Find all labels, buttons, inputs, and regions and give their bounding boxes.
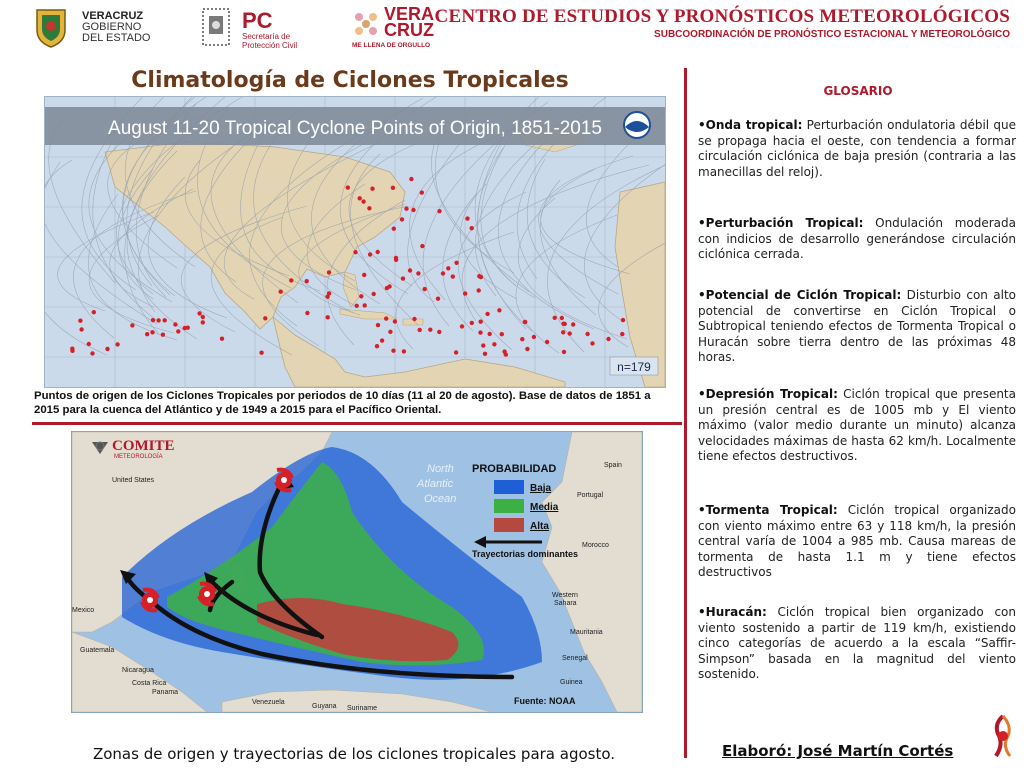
origin-point <box>428 328 432 332</box>
origin-point <box>92 310 96 314</box>
label-guatemala: Guatemala <box>80 647 115 654</box>
origin-point <box>483 352 487 356</box>
cyclone-origin-map <box>44 96 666 388</box>
section-title: Climatología de Ciclones Tropicales <box>131 68 569 93</box>
origin-point <box>355 304 359 308</box>
points-count: n=179 <box>617 360 651 374</box>
map-title: August 11-20 Tropical Cyclone Points of Origin, 1851-2015 <box>108 118 602 139</box>
glossary-item-perturbacion-tropical <box>698 216 1016 263</box>
glossary-term: •Potencial de Ciclón Tropical: <box>698 288 902 302</box>
legend-label-baja: Baja <box>530 483 552 494</box>
origin-point <box>145 332 149 336</box>
label-guinea: Guinea <box>560 679 583 686</box>
origin-point <box>409 177 413 181</box>
label-venezuela: Venezuela <box>252 699 285 706</box>
glossary-definition: Ondulación moderada con indicios de desarrollo generándose circulación ciclónica cerrada. <box>698 216 1017 261</box>
glossary-item-potencial-ciclon <box>698 288 1016 366</box>
origin-point <box>392 227 396 231</box>
origin-point <box>446 266 450 270</box>
origin-point <box>259 351 263 355</box>
header-title: CENTRO DE ESTUDIOS Y PRONÓSTICOS METEOROLÓGICOS <box>434 6 1010 27</box>
origin-point <box>408 268 412 272</box>
origin-point <box>346 185 350 189</box>
origin-point <box>404 207 408 211</box>
origin-point <box>420 190 424 194</box>
glossary-item-tormenta-tropical <box>698 503 1016 581</box>
origin-point <box>327 270 331 274</box>
origin-point <box>606 337 610 341</box>
header-subtitle: SUBCOORDINACIÓN DE PRONÓSTICO ESTACIONAL Y METEOROLÓGICO <box>654 29 1010 40</box>
origin-point <box>327 291 331 295</box>
origin-point <box>151 318 155 322</box>
label-suriname: Suriname <box>347 705 377 712</box>
veracruz-orgullo-big2: CRUZ <box>384 20 434 40</box>
origin-point <box>385 286 389 290</box>
origin-point <box>394 258 398 262</box>
origin-point <box>376 250 380 254</box>
map2-caption: Zonas de origen y trayectorias de los ciclones tropicales para agosto. <box>92 745 616 763</box>
origin-point <box>437 209 441 213</box>
label-mexico: Mexico <box>72 607 95 614</box>
legend-swatch-baja <box>494 480 524 494</box>
label-north-atlantic-2: Atlantic <box>417 478 454 490</box>
origin-point <box>362 273 366 277</box>
origin-point <box>289 278 293 282</box>
origin-point <box>115 342 119 346</box>
glossary-term: •Huracán: <box>698 605 767 619</box>
veracruz-orgullo-small: ME LLENA DE ORGULLO <box>352 42 431 49</box>
origin-point <box>420 244 424 248</box>
glossary-term: •Tormenta Tropical: <box>698 503 838 517</box>
origin-point <box>391 349 395 353</box>
glossary-term: •Depresión Tropical: <box>698 387 838 401</box>
origin-point <box>504 352 508 356</box>
glossary-definition: Ciclón tropical organizado con viento máximo entre 63 y 118 km/h, la presión central varía de 1004 a 985 mb. Causa mareas de tormenta de hasta 1.1 m y tiene efectos destructivos <box>698 503 1016 579</box>
origin-point <box>460 324 464 328</box>
origin-point <box>463 291 467 295</box>
label-panama: Panama <box>152 689 179 696</box>
cyclone-logo-icon <box>990 714 1016 760</box>
cyclone-origin-map-graphic <box>45 97 665 387</box>
origin-point <box>161 333 165 337</box>
glossary-definition: Disturbio con alto potencial de convertirse en Ciclón Tropical o Subtropical teniendo efectos de Tormenta Tropical o Huracán sobre tierra dentro de las próximas 48 horas. <box>698 288 1016 364</box>
map1-caption: Puntos de origen de los Ciclones Tropicales por periodos de 10 días (11 al 20 de agosto). Base de datos de 1851 a 2015 para la cuenca del Atlántico y de 1949 a 2015 para el Pacífico Oriental. <box>34 390 651 416</box>
legend-swatch-alta <box>494 518 524 532</box>
origin-point <box>220 337 224 341</box>
origin-point <box>411 208 415 212</box>
veracruz-orgullo-big1: VERA <box>384 4 435 24</box>
origin-point <box>263 316 267 320</box>
origin-point <box>465 216 469 220</box>
origin-point <box>163 318 167 322</box>
pc-logo <box>200 6 320 50</box>
label-senegal: Senegal <box>562 655 588 662</box>
origin-point <box>87 342 91 346</box>
label-north-atlantic-3: Ocean <box>424 493 457 505</box>
glossary-title: GLOSARIO <box>823 84 893 98</box>
author-credit: Elaboró: José Martín Cortés <box>722 742 954 760</box>
origin-point <box>359 294 363 298</box>
origin-point <box>368 252 372 256</box>
origin-point <box>470 226 474 230</box>
origin-point <box>353 250 357 254</box>
veracruz-logo <box>34 6 184 50</box>
noaa-logo-icon <box>624 112 650 138</box>
trajectories-label: Trayectorias dominantes <box>472 549 579 559</box>
glossary-definition: Ciclón tropical bien organizado con viento sostenido a partir de 119 km/h, existiendo cinco categorías de acuerdo a la escala “Saffir-Simpson” basada en la magnitud del viento sostenido. <box>698 605 1016 681</box>
glossary-definition: Perturbación ondulatoria débil que se propaga hacia el oeste, con tendencia a formar circulación ciclónica de baja presión (contraria a las manecillas del reloj). <box>698 118 1016 179</box>
origin-point <box>478 330 482 334</box>
origin-point <box>497 308 501 312</box>
label-costa-rica: Costa Rica <box>132 680 167 687</box>
origin-point <box>525 347 529 351</box>
origin-point <box>372 292 376 296</box>
origin-point <box>568 331 572 335</box>
pc-logo-small2: Protección Civil <box>242 41 298 50</box>
origin-point <box>481 343 485 347</box>
origin-point <box>388 330 392 334</box>
comite-brand: COMITE <box>112 438 175 454</box>
origin-point <box>197 311 201 315</box>
origin-point <box>279 290 283 294</box>
pc-logo-small1: Secretaría de <box>242 32 291 41</box>
glossary-item-onda-tropical <box>698 118 1016 180</box>
origin-point <box>523 320 527 324</box>
origin-point <box>305 311 309 315</box>
origin-point <box>380 338 384 342</box>
origin-point <box>376 323 380 327</box>
origin-point <box>384 316 388 320</box>
map2-source: Fuente: NOAA <box>514 696 576 706</box>
origin-point <box>470 321 474 325</box>
origin-point <box>545 340 549 344</box>
glossary-term: •Perturbación Tropical: <box>698 216 864 230</box>
legend-label-alta: Alta <box>530 521 549 532</box>
origin-point <box>561 322 565 326</box>
label-guyana: Guyana <box>312 703 337 710</box>
origin-point <box>562 350 566 354</box>
origin-point <box>479 275 483 279</box>
flower-pattern-icon <box>352 10 380 38</box>
veracruz-logo-line3: DEL ESTADO <box>82 32 151 44</box>
origin-point <box>532 335 536 339</box>
veracruz-logo-line2: GOBIERNO <box>82 21 142 33</box>
origin-point <box>585 332 589 336</box>
origin-point <box>150 330 154 334</box>
origin-point <box>201 320 205 324</box>
origin-point <box>418 328 422 332</box>
origin-point <box>477 288 481 292</box>
origin-point <box>402 349 406 353</box>
origin-point <box>590 341 594 345</box>
label-western-sahara-1: Western <box>552 592 578 599</box>
label-north-atlantic-1: North <box>427 463 454 475</box>
origin-point <box>416 271 420 275</box>
origin-point <box>393 319 397 323</box>
origin-point <box>326 315 330 319</box>
origin-point <box>90 351 94 355</box>
origin-point <box>441 271 445 275</box>
glossary-item-huracan <box>698 605 1016 683</box>
veracruz-logo-line1: VERACRUZ <box>82 10 144 22</box>
origin-point <box>454 261 458 265</box>
section-divider <box>32 422 682 425</box>
origin-point <box>620 332 624 336</box>
origin-point <box>479 320 483 324</box>
origin-point <box>70 349 74 353</box>
glossary-definition: Ciclón tropical que presenta un presión central es de 1005 mb y El viento máximo (valor medio durante un minuto) alcanza velocidades máximas de hasta 62 km/h. Localmente tiene efectos destructivos. <box>698 387 1016 463</box>
origin-point <box>176 329 180 333</box>
origin-point <box>130 323 134 327</box>
origin-point <box>561 330 565 334</box>
origin-point <box>553 316 557 320</box>
legend-label-media: Media <box>530 502 559 513</box>
origin-point <box>370 187 374 191</box>
origin-point <box>451 274 455 278</box>
pc-logo-big: PC <box>242 8 273 33</box>
label-spain: Spain <box>604 462 622 469</box>
probability-map-graphic <box>72 432 642 712</box>
origin-point <box>436 297 440 301</box>
origin-point <box>412 317 416 321</box>
origin-point <box>423 287 427 291</box>
origin-point <box>500 332 504 336</box>
label-united-states: United States <box>112 477 155 484</box>
origin-point <box>454 350 458 354</box>
label-portugal: Portugal <box>577 492 604 499</box>
origin-point <box>305 279 309 283</box>
origin-point <box>571 322 575 326</box>
origin-point <box>363 303 367 307</box>
origin-point <box>105 347 109 351</box>
comite-brand-sub: METEOROLOGÍA <box>114 454 163 460</box>
origin-point <box>201 315 205 319</box>
origin-point <box>367 206 371 210</box>
origin-point <box>485 312 489 316</box>
label-nicaragua: Nicaragua <box>122 667 154 674</box>
origin-point <box>401 276 405 280</box>
column-divider <box>684 68 687 758</box>
probability-map <box>71 431 643 713</box>
pc-emblem-icon <box>200 6 232 48</box>
label-mauritania: Mauritania <box>570 629 603 636</box>
origin-point <box>520 337 524 341</box>
origin-point <box>560 316 564 320</box>
legend-swatch-media <box>494 499 524 513</box>
glossary-term: •Onda tropical: <box>698 118 803 132</box>
origin-point <box>79 327 83 331</box>
origin-point <box>391 186 395 190</box>
origin-point <box>488 332 492 336</box>
origin-point <box>358 196 362 200</box>
origin-point <box>78 319 82 323</box>
origin-point <box>186 326 190 330</box>
origin-point <box>173 322 177 326</box>
origin-point <box>361 199 365 203</box>
origin-point <box>621 318 625 322</box>
label-western-sahara-2: Sahara <box>554 600 577 607</box>
legend-title: PROBABILIDAD <box>472 463 557 475</box>
veracruz-shield-icon <box>34 6 68 48</box>
origin-point <box>437 330 441 334</box>
glossary-item-depresion-tropical <box>698 387 1016 465</box>
origin-point <box>400 217 404 221</box>
origin-point <box>492 342 496 346</box>
origin-point <box>375 344 379 348</box>
origin-point <box>156 318 160 322</box>
label-morocco: Morocco <box>582 542 609 549</box>
